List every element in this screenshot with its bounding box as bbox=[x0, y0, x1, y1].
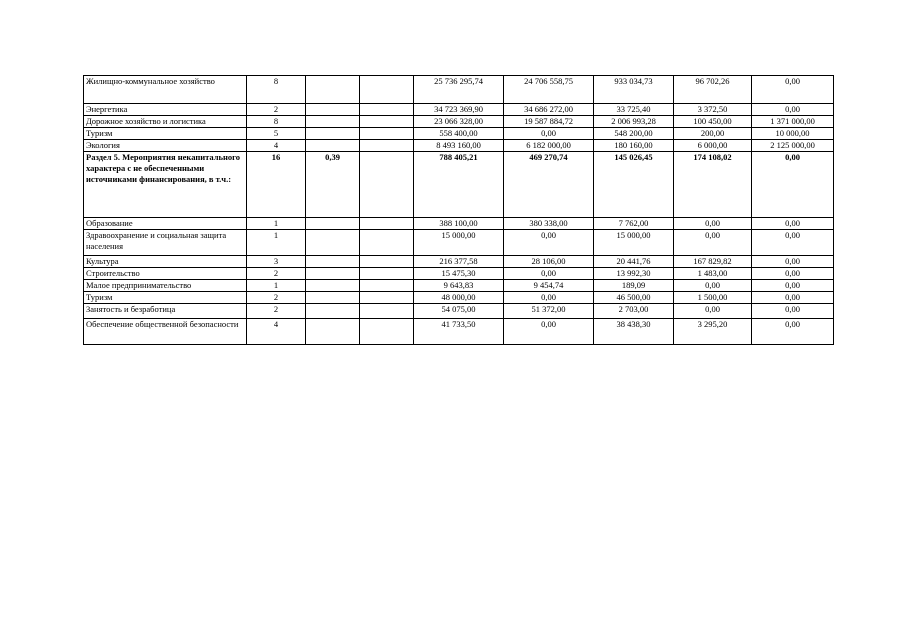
row-empty bbox=[360, 280, 414, 292]
row-count: 1 bbox=[247, 280, 306, 292]
row-local-budget: 0,00 bbox=[674, 218, 752, 230]
row-percent bbox=[306, 256, 360, 268]
row-regional-budget: 7 762,00 bbox=[594, 218, 674, 230]
row-count: 2 bbox=[247, 304, 306, 319]
row-percent bbox=[306, 128, 360, 140]
row-regional-budget: 933 034,73 bbox=[594, 76, 674, 104]
row-local-budget: 0,00 bbox=[674, 230, 752, 256]
row-empty bbox=[360, 268, 414, 280]
row-federal-budget: 19 587 884,72 bbox=[504, 116, 594, 128]
row-federal-budget: 0,00 bbox=[504, 268, 594, 280]
row-federal-budget: 24 706 558,75 bbox=[504, 76, 594, 104]
row-other-sources: 0,00 bbox=[752, 304, 834, 319]
row-count: 8 bbox=[247, 76, 306, 104]
row-local-budget: 3 372,50 bbox=[674, 104, 752, 116]
row-other-sources: 0,00 bbox=[752, 76, 834, 104]
row-percent bbox=[306, 218, 360, 230]
row-federal-budget: 34 686 272,00 bbox=[504, 104, 594, 116]
row-regional-budget: 180 160,00 bbox=[594, 140, 674, 152]
row-name: Энергетика bbox=[84, 104, 247, 116]
row-empty bbox=[360, 104, 414, 116]
row-percent bbox=[306, 104, 360, 116]
table-row bbox=[84, 268, 834, 280]
row-regional-budget: 46 500,00 bbox=[594, 292, 674, 304]
row-percent bbox=[306, 140, 360, 152]
row-percent bbox=[306, 319, 360, 345]
row-total: 388 100,00 bbox=[414, 218, 504, 230]
table-row bbox=[84, 140, 834, 152]
row-count: 3 bbox=[247, 256, 306, 268]
row-federal-budget: 0,00 bbox=[504, 230, 594, 256]
table-row bbox=[84, 304, 834, 319]
row-name: Раздел 5. Мероприятия некапитального характера с не обеспеченными источниками финансирования, в т.ч.: bbox=[84, 152, 247, 218]
row-percent bbox=[306, 304, 360, 319]
row-federal-budget: 0,00 bbox=[504, 292, 594, 304]
row-total: 15 000,00 bbox=[414, 230, 504, 256]
row-other-sources: 0,00 bbox=[752, 152, 834, 218]
row-empty bbox=[360, 116, 414, 128]
row-regional-budget: 189,09 bbox=[594, 280, 674, 292]
row-local-budget: 174 108,02 bbox=[674, 152, 752, 218]
row-count: 2 bbox=[247, 104, 306, 116]
row-empty bbox=[360, 304, 414, 319]
row-regional-budget: 2 703,00 bbox=[594, 304, 674, 319]
row-local-budget: 1 483,00 bbox=[674, 268, 752, 280]
row-name: Строительство bbox=[84, 268, 247, 280]
row-total: 8 493 160,00 bbox=[414, 140, 504, 152]
row-name: Туризм bbox=[84, 128, 247, 140]
row-regional-budget: 33 725,40 bbox=[594, 104, 674, 116]
row-federal-budget: 28 106,00 bbox=[504, 256, 594, 268]
row-local-budget: 6 000,00 bbox=[674, 140, 752, 152]
row-total: 23 066 328,00 bbox=[414, 116, 504, 128]
row-other-sources: 0,00 bbox=[752, 319, 834, 345]
table-row bbox=[84, 76, 834, 104]
row-total: 9 643,83 bbox=[414, 280, 504, 292]
budget-table bbox=[83, 75, 834, 345]
row-federal-budget: 0,00 bbox=[504, 128, 594, 140]
row-total: 54 075,00 bbox=[414, 304, 504, 319]
row-local-budget: 0,00 bbox=[674, 280, 752, 292]
row-empty bbox=[360, 256, 414, 268]
row-local-budget: 96 702,26 bbox=[674, 76, 752, 104]
table-row bbox=[84, 152, 834, 218]
row-federal-budget: 6 182 000,00 bbox=[504, 140, 594, 152]
row-other-sources: 0,00 bbox=[752, 104, 834, 116]
row-percent bbox=[306, 268, 360, 280]
row-total: 788 405,21 bbox=[414, 152, 504, 218]
table-row bbox=[84, 104, 834, 116]
row-federal-budget: 469 270,74 bbox=[504, 152, 594, 218]
row-name: Жилищно-коммунальное хозяйство bbox=[84, 76, 247, 104]
table-row bbox=[84, 230, 834, 256]
table-row bbox=[84, 128, 834, 140]
row-other-sources: 0,00 bbox=[752, 230, 834, 256]
row-regional-budget: 38 438,30 bbox=[594, 319, 674, 345]
row-regional-budget: 2 006 993,28 bbox=[594, 116, 674, 128]
row-other-sources: 0,00 bbox=[752, 280, 834, 292]
row-count: 4 bbox=[247, 319, 306, 345]
row-other-sources: 0,00 bbox=[752, 256, 834, 268]
table-row bbox=[84, 116, 834, 128]
row-total: 216 377,58 bbox=[414, 256, 504, 268]
row-name: Малое предпринимательство bbox=[84, 280, 247, 292]
row-percent bbox=[306, 76, 360, 104]
row-regional-budget: 13 992,30 bbox=[594, 268, 674, 280]
row-federal-budget: 0,00 bbox=[504, 319, 594, 345]
row-name: Обеспечение общественной безопасности bbox=[84, 319, 247, 345]
row-count: 8 bbox=[247, 116, 306, 128]
row-empty bbox=[360, 152, 414, 218]
row-federal-budget: 380 338,00 bbox=[504, 218, 594, 230]
row-total: 25 736 295,74 bbox=[414, 76, 504, 104]
row-empty bbox=[360, 218, 414, 230]
row-percent: 0,39 bbox=[306, 152, 360, 218]
row-total: 15 475,30 bbox=[414, 268, 504, 280]
row-other-sources: 2 125 000,00 bbox=[752, 140, 834, 152]
row-regional-budget: 15 000,00 bbox=[594, 230, 674, 256]
row-federal-budget: 9 454,74 bbox=[504, 280, 594, 292]
row-local-budget: 167 829,82 bbox=[674, 256, 752, 268]
row-total: 558 400,00 bbox=[414, 128, 504, 140]
row-name: Образование bbox=[84, 218, 247, 230]
table-row bbox=[84, 292, 834, 304]
row-name: Экология bbox=[84, 140, 247, 152]
row-local-budget: 1 500,00 bbox=[674, 292, 752, 304]
table-row bbox=[84, 256, 834, 268]
row-other-sources: 0,00 bbox=[752, 268, 834, 280]
row-other-sources: 0,00 bbox=[752, 292, 834, 304]
row-count: 5 bbox=[247, 128, 306, 140]
row-count: 2 bbox=[247, 268, 306, 280]
row-empty bbox=[360, 76, 414, 104]
table-row bbox=[84, 280, 834, 292]
row-count: 2 bbox=[247, 292, 306, 304]
row-total: 48 000,00 bbox=[414, 292, 504, 304]
row-other-sources: 1 371 000,00 bbox=[752, 116, 834, 128]
row-name: Туризм bbox=[84, 292, 247, 304]
row-name: Занятость и безработица bbox=[84, 304, 247, 319]
table-row bbox=[84, 218, 834, 230]
row-empty bbox=[360, 140, 414, 152]
table-row bbox=[84, 319, 834, 345]
row-other-sources: 10 000,00 bbox=[752, 128, 834, 140]
row-empty bbox=[360, 128, 414, 140]
row-empty bbox=[360, 319, 414, 345]
row-federal-budget: 51 372,00 bbox=[504, 304, 594, 319]
row-count: 16 bbox=[247, 152, 306, 218]
row-local-budget: 3 295,20 bbox=[674, 319, 752, 345]
row-name: Культура bbox=[84, 256, 247, 268]
row-total: 41 733,50 bbox=[414, 319, 504, 345]
row-regional-budget: 548 200,00 bbox=[594, 128, 674, 140]
row-empty bbox=[360, 292, 414, 304]
row-empty bbox=[360, 230, 414, 256]
row-count: 1 bbox=[247, 218, 306, 230]
row-percent bbox=[306, 230, 360, 256]
row-count: 1 bbox=[247, 230, 306, 256]
row-local-budget: 200,00 bbox=[674, 128, 752, 140]
row-name: Дорожное хозяйство и логистика bbox=[84, 116, 247, 128]
row-other-sources: 0,00 bbox=[752, 218, 834, 230]
row-regional-budget: 20 441,76 bbox=[594, 256, 674, 268]
row-name: Здравоохранение и социальная защита населения bbox=[84, 230, 247, 256]
row-count: 4 bbox=[247, 140, 306, 152]
row-local-budget: 100 450,00 bbox=[674, 116, 752, 128]
row-percent bbox=[306, 116, 360, 128]
row-total: 34 723 369,90 bbox=[414, 104, 504, 116]
row-local-budget: 0,00 bbox=[674, 304, 752, 319]
row-percent bbox=[306, 280, 360, 292]
row-percent bbox=[306, 292, 360, 304]
row-regional-budget: 145 026,45 bbox=[594, 152, 674, 218]
